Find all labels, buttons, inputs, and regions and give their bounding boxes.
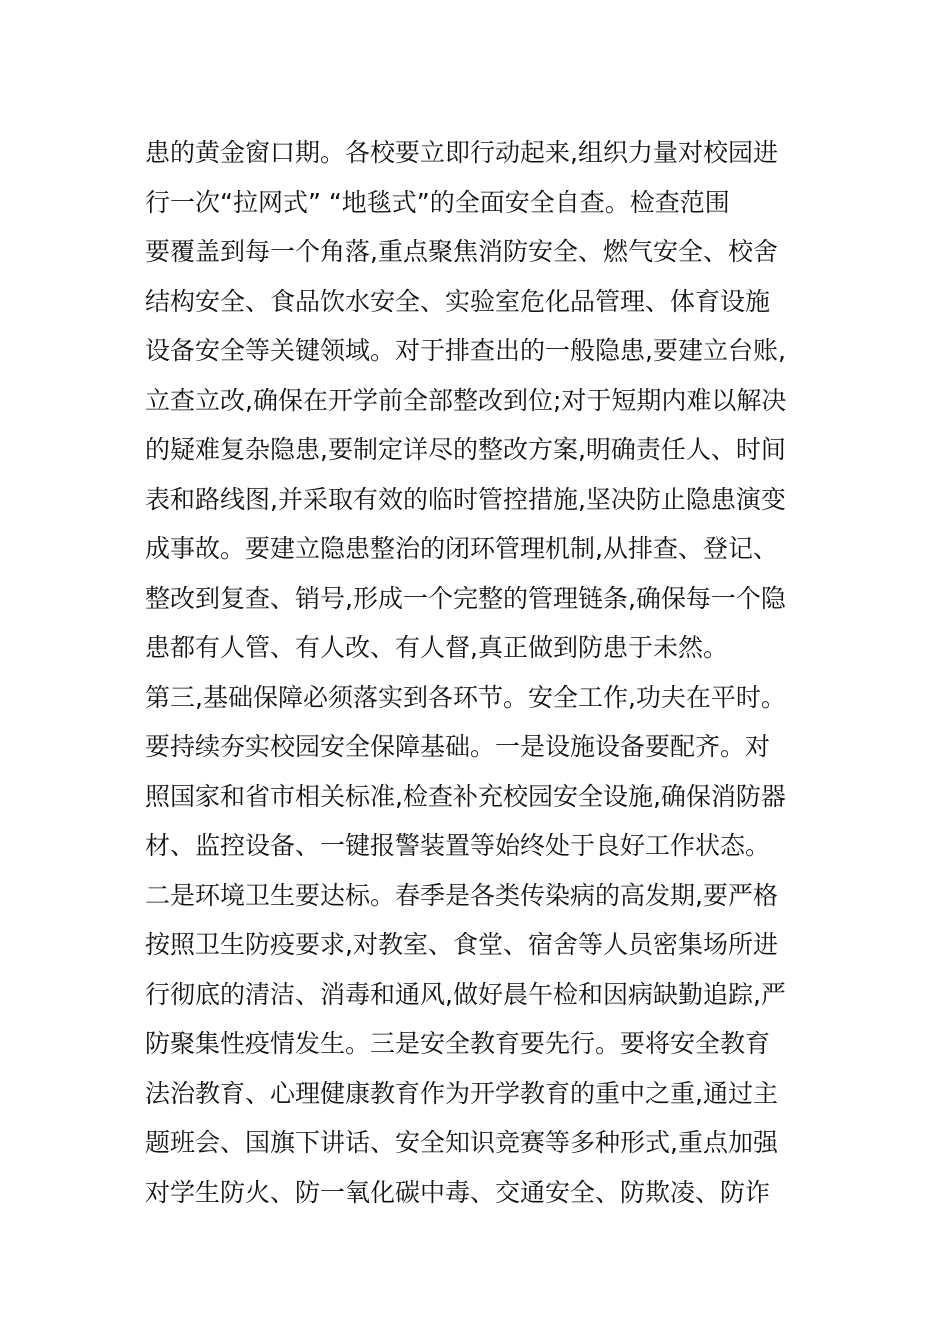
text-line: 材、监控设备、一键报警装置等始终处于良好工作状态。: [145, 831, 771, 860]
text-line: 行一次“拉网式” “地毯式”的全面安全自查。检查范围: [145, 187, 730, 217]
text-line: 照国家和省市相关标准,检查补充校园安全设施,确保消防器: [145, 781, 786, 811]
text-line: 二是环境卫生要达标。春季是各类传染病的高发期,要严格: [145, 880, 778, 910]
text-line: 立查立改,确保在开学前全部整改到位;对于短期内难以解决: [145, 385, 787, 415]
text-line: 第三,基础保障必须落实到各环节。安全工作,功夫在平时。: [145, 682, 786, 712]
text-line: 结构安全、食品饮水安全、实验室危化品管理、体育设施: [145, 286, 771, 316]
text-line: 行彻底的清洁、消毒和通风,做好晨午检和因病缺勤追踪,严: [145, 979, 786, 1009]
text-line: 要覆盖到每一个角落,重点聚焦消防安全、燃气安全、校舍: [145, 237, 778, 266]
text-line: 的疑难复杂隐患,要制定详尽的整改方案,明确责任人、时间: [145, 435, 786, 464]
body-text: [145, 128, 815, 1217]
text-line: 患都有人管、有人改、有人督,真正做到防患于未然。: [145, 633, 728, 662]
text-line: 患的黄金窗口期。各校要立即行动起来,组织力量对校园进: [145, 138, 778, 167]
text-line: 要持续夯实校园安全保障基础。一是设施设备要配齐。对: [145, 732, 771, 761]
text-line: 防聚集性疫情发生。三是安全教育要先行。要将安全教育: [145, 1029, 771, 1058]
text-line: 法治教育、心理健康教育作为开学教育的重中之重,通过主: [145, 1078, 778, 1108]
text-line: 按照卫生防疫要求,对教室、食堂、宿舍等人员密集场所进: [145, 930, 778, 959]
text-line: 对学生防火、防一氧化碳中毒、交通安全、防欺凌、防诈: [145, 1177, 771, 1207]
text-line: 整改到复查、销号,形成一个完整的管理链条,确保每一个隐: [145, 583, 786, 613]
text-line: 表和路线图,并采取有效的临时管控措施,坚决防止隐患演变: [145, 484, 786, 514]
text-line: 成事故。要建立隐患整治的闭环管理机制,从排查、登记、: [145, 534, 778, 563]
text-line: 题班会、国旗下讲话、安全知识竞赛等多种形式,重点加强: [145, 1128, 778, 1157]
text-line: 设备安全等关键领域。对于排查出的一般隐患,要建立台账,: [145, 336, 786, 365]
